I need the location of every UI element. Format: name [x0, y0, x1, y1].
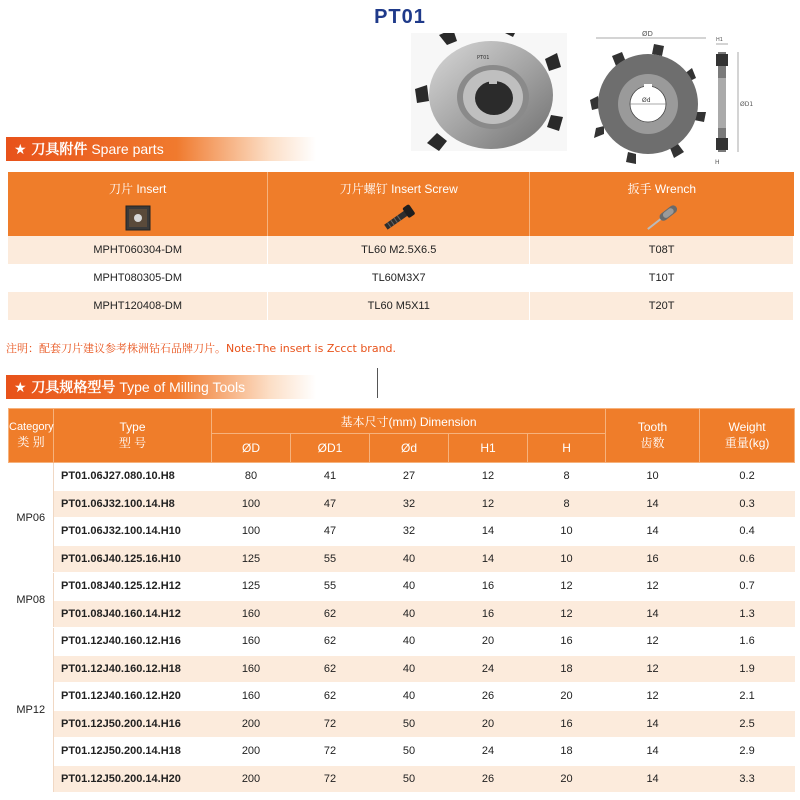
value-cell: 160 — [212, 628, 291, 656]
value-cell: 8 — [528, 490, 606, 518]
value-cell: 72 — [291, 765, 370, 793]
value-cell: 125 — [212, 573, 291, 601]
milling-heading-zh: ★ 刀具规格型号 — [14, 380, 116, 396]
value-cell: 0.7 — [700, 573, 795, 601]
column-wrench: 扳手 Wrench — [530, 172, 794, 236]
value-cell: 62 — [291, 683, 370, 711]
value-cell: 12 — [606, 573, 700, 601]
value-cell: 10 — [528, 518, 606, 546]
value-cell: 14 — [606, 490, 700, 518]
value-cell: 41 — [291, 463, 370, 491]
value-cell: 72 — [291, 738, 370, 766]
type-cell: PT01.12J40.160.12.H20 — [54, 683, 212, 711]
value-cell: 8 — [528, 463, 606, 491]
value-cell: 160 — [212, 600, 291, 628]
value-cell: 32 — [370, 490, 449, 518]
category-cell: MP12 — [9, 628, 54, 793]
svg-text:ØD: ØD — [642, 30, 653, 38]
table-row — [9, 710, 795, 738]
value-cell: 2.9 — [700, 738, 795, 766]
value-cell: 50 — [370, 738, 449, 766]
type-cell: PT01.12J50.200.14.H18 — [54, 738, 212, 766]
value-cell: 20 — [449, 710, 528, 738]
milling-heading-en: Type of Milling Tools — [119, 379, 246, 395]
value-cell: 14 — [606, 765, 700, 793]
value-cell: 14 — [606, 518, 700, 546]
value-cell: 27 — [370, 463, 449, 491]
type-cell: PT01.08J40.160.14.H12 — [54, 600, 212, 628]
spare-parts-table — [8, 172, 794, 320]
value-cell: 10 — [606, 463, 700, 491]
value-cell: 55 — [291, 545, 370, 573]
table-row — [9, 655, 795, 683]
category-cell: MP08 — [9, 573, 54, 628]
svg-text:H1: H1 — [716, 37, 723, 43]
product-photo — [411, 33, 567, 151]
header-weight: Weight 重量(kg) — [700, 409, 795, 463]
value-cell: 12 — [606, 655, 700, 683]
value-cell: 20 — [528, 765, 606, 793]
page-title: PT01 — [374, 6, 426, 28]
svg-text:ØD1: ØD1 — [740, 101, 754, 108]
value-cell: 0.2 — [700, 463, 795, 491]
header-dim-H: H — [528, 434, 606, 463]
value-cell: 160 — [212, 655, 291, 683]
value-cell: 14 — [606, 600, 700, 628]
table-row: MPHT080305-DM TL60M3X7 T10T — [8, 264, 794, 292]
table-row — [9, 738, 795, 766]
value-cell: 1.3 — [700, 600, 795, 628]
value-cell: 14 — [606, 710, 700, 738]
value-cell: 200 — [212, 710, 291, 738]
value-cell: 0.4 — [700, 518, 795, 546]
value-cell: 1.9 — [700, 655, 795, 683]
value-cell: 20 — [449, 628, 528, 656]
value-cell: 125 — [212, 545, 291, 573]
header-type: Type 型 号 — [54, 409, 212, 463]
type-cell: PT01.12J40.160.12.H16 — [54, 628, 212, 656]
value-cell: 50 — [370, 765, 449, 793]
value-cell: 16 — [528, 628, 606, 656]
value-cell: 62 — [291, 628, 370, 656]
value-cell: 72 — [291, 710, 370, 738]
type-cell: PT01.06J32.100.14.H10 — [54, 518, 212, 546]
type-cell: PT01.06J40.125.16.H10 — [54, 545, 212, 573]
spare-parts-heading-zh: ★ 刀具附件 — [14, 142, 88, 158]
value-cell: 160 — [212, 683, 291, 711]
value-cell: 14 — [606, 738, 700, 766]
value-cell: 18 — [528, 738, 606, 766]
value-cell: 200 — [212, 765, 291, 793]
value-cell: 12 — [606, 683, 700, 711]
milling-tools-heading — [6, 375, 316, 399]
header-dim-D1: ØD1 — [291, 434, 370, 463]
value-cell: 10 — [528, 545, 606, 573]
value-cell: 14 — [449, 518, 528, 546]
value-cell: 2.1 — [700, 683, 795, 711]
column-insert: 刀片 Insert — [8, 172, 268, 236]
header-dim-d: Ød — [370, 434, 449, 463]
value-cell: 40 — [370, 545, 449, 573]
column-insert-screw: 刀片螺钉 Insert Screw — [268, 172, 530, 236]
header-dimension: 基本尺寸(mm) Dimension — [212, 409, 606, 434]
value-cell: 26 — [449, 765, 528, 793]
table-row — [9, 573, 795, 601]
value-cell: 12 — [606, 628, 700, 656]
value-cell: 2.5 — [700, 710, 795, 738]
table-row — [9, 628, 795, 656]
header-dim-H1: H1 — [449, 434, 528, 463]
value-cell: 0.6 — [700, 545, 795, 573]
header-dim-D: ØD — [212, 434, 291, 463]
milling-tools-table — [8, 408, 795, 793]
value-cell: 16 — [528, 710, 606, 738]
value-cell: 40 — [370, 628, 449, 656]
svg-text:PT01: PT01 — [477, 55, 490, 61]
type-cell: PT01.12J50.200.14.H16 — [54, 710, 212, 738]
insert-icon — [123, 203, 153, 233]
type-cell: PT01.12J40.160.12.H18 — [54, 655, 212, 683]
value-cell: 1.6 — [700, 628, 795, 656]
value-cell: 40 — [370, 655, 449, 683]
heading-divider — [377, 368, 378, 398]
value-cell: 20 — [528, 683, 606, 711]
category-cell: MP06 — [9, 463, 54, 573]
value-cell: 12 — [449, 463, 528, 491]
value-cell: 55 — [291, 573, 370, 601]
value-cell: 62 — [291, 600, 370, 628]
value-cell: 62 — [291, 655, 370, 683]
value-cell: 0.3 — [700, 490, 795, 518]
table-row — [9, 600, 795, 628]
value-cell: 47 — [291, 490, 370, 518]
table-row — [9, 683, 795, 711]
spare-parts-heading — [6, 137, 316, 161]
value-cell: 26 — [449, 683, 528, 711]
table-row: MPHT060304-DM TL60 M2.5X6.5 T08T — [8, 236, 794, 264]
value-cell: 12 — [528, 600, 606, 628]
svg-text:Ød: Ød — [642, 97, 651, 104]
wrench-icon — [642, 203, 682, 233]
value-cell: 80 — [212, 463, 291, 491]
value-cell: 24 — [449, 655, 528, 683]
screw-icon — [379, 203, 419, 233]
type-cell: PT01.08J40.125.12.H12 — [54, 573, 212, 601]
value-cell: 50 — [370, 710, 449, 738]
value-cell: 14 — [449, 545, 528, 573]
technical-drawing — [590, 24, 790, 164]
value-cell: 200 — [212, 738, 291, 766]
value-cell: 47 — [291, 518, 370, 546]
value-cell: 32 — [370, 518, 449, 546]
table-row — [9, 518, 795, 546]
table-row: MPHT120408-DM TL60 M5X11 T20T — [8, 292, 794, 320]
svg-text:H: H — [715, 159, 720, 164]
value-cell: 12 — [449, 490, 528, 518]
value-cell: 40 — [370, 573, 449, 601]
type-cell: PT01.12J50.200.14.H20 — [54, 765, 212, 793]
value-cell: 100 — [212, 518, 291, 546]
table-row — [9, 463, 795, 491]
value-cell: 18 — [528, 655, 606, 683]
value-cell: 40 — [370, 683, 449, 711]
value-cell: 24 — [449, 738, 528, 766]
spare-parts-heading-en: Spare parts — [91, 141, 164, 157]
header-tooth: Tooth 齿数 — [606, 409, 700, 463]
value-cell: 16 — [449, 573, 528, 601]
type-cell: PT01.06J27.080.10.H8 — [54, 463, 212, 491]
value-cell: 100 — [212, 490, 291, 518]
value-cell: 3.3 — [700, 765, 795, 793]
value-cell: 40 — [370, 600, 449, 628]
insert-note: 注明：配套刀片建议参考株洲钻石品牌刀片。Note:The insert is Zccct brand. — [6, 342, 397, 355]
table-row — [9, 490, 795, 518]
type-cell: PT01.06J32.100.14.H8 — [54, 490, 212, 518]
value-cell: 12 — [528, 573, 606, 601]
table-row — [9, 545, 795, 573]
table-row — [9, 765, 795, 793]
value-cell: 16 — [606, 545, 700, 573]
header-category: Category 类 别 — [9, 409, 54, 463]
value-cell: 16 — [449, 600, 528, 628]
